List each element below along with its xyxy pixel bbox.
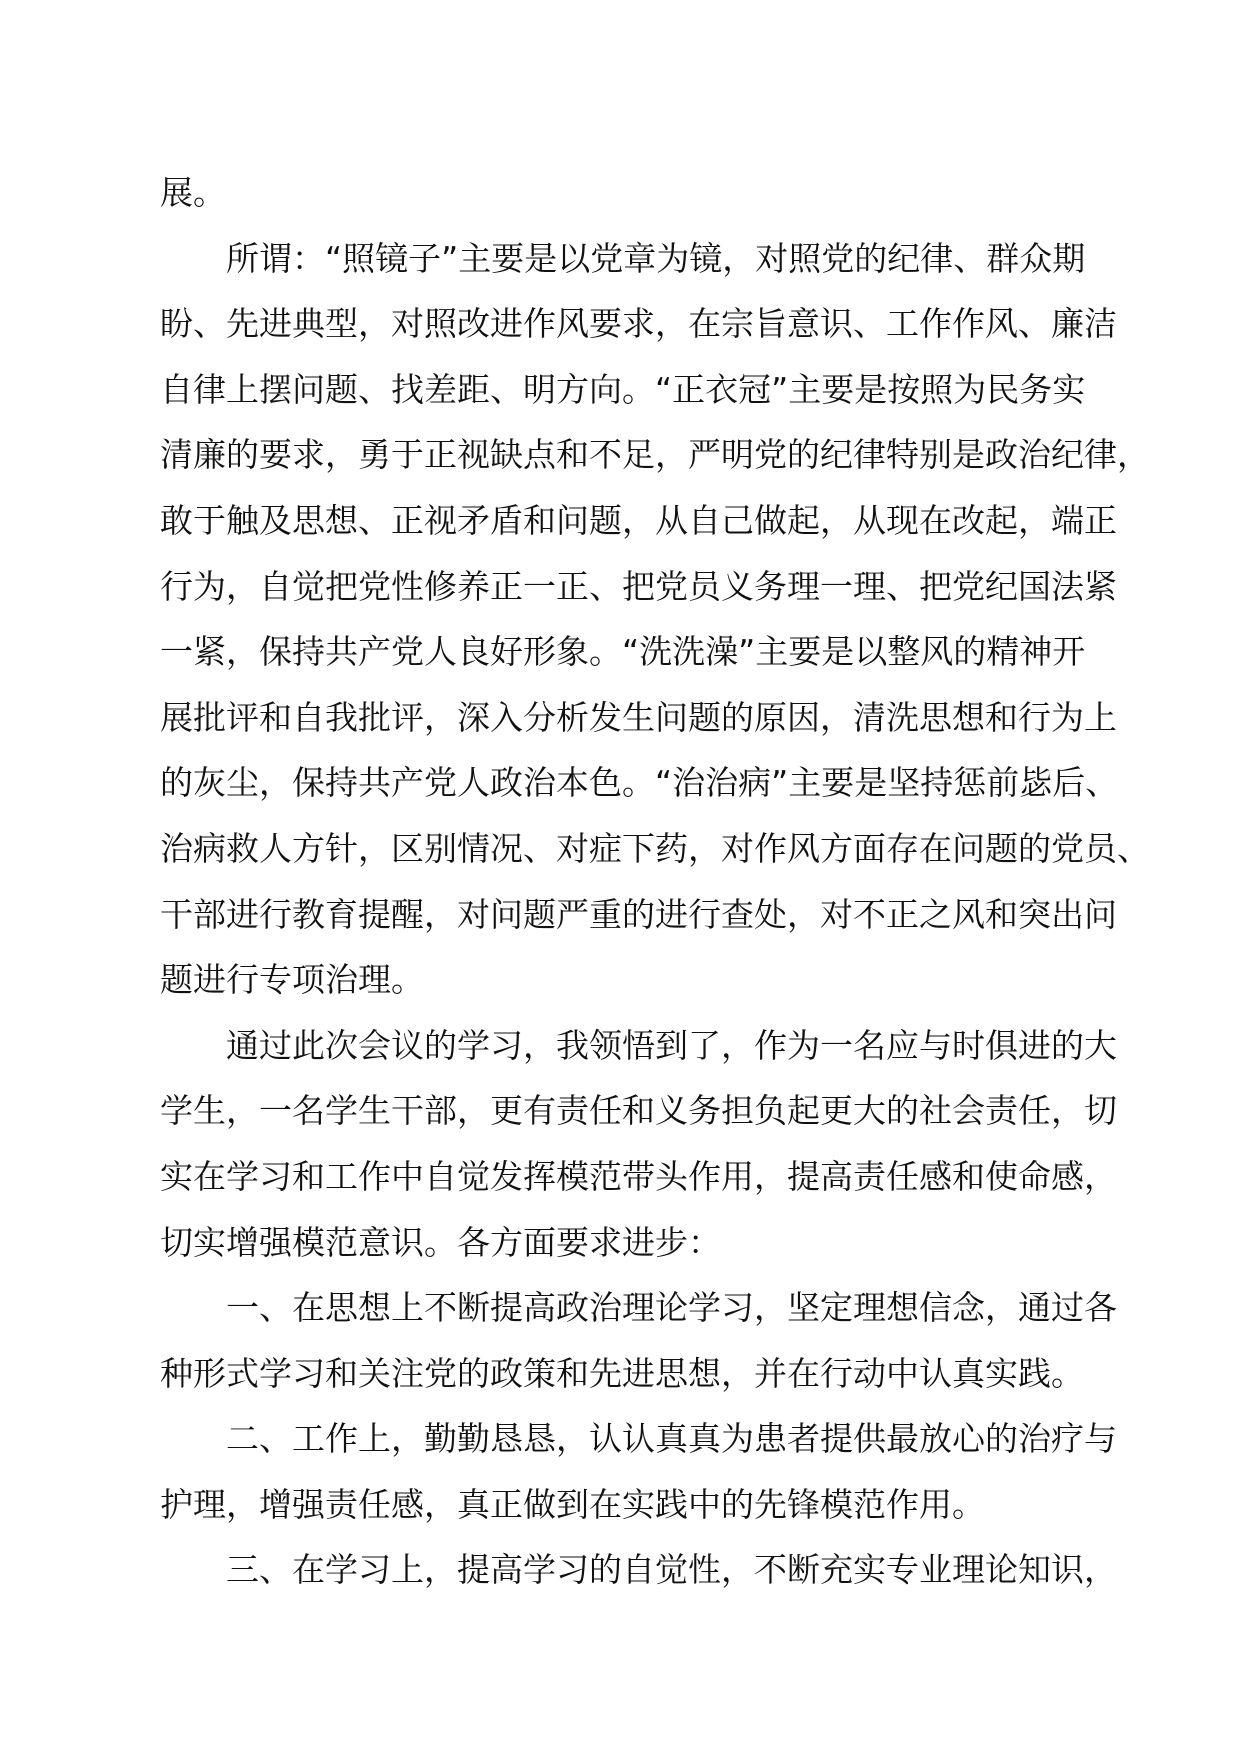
text-line: 清廉的要求，勇于正视缺点和不足，严明党的纪律特别是政治纪律， xyxy=(160,435,1150,475)
text-line: 切实增强模范意识。各方面要求进步： xyxy=(160,1222,721,1262)
text-line: 敢于触及思想、正视矛盾和问题，从自己做起，从现在改起，端正 xyxy=(160,500,1117,540)
text-line: 通过此次会议的学习，我领悟到了，作为一名应与时俱进的大 xyxy=(226,1025,1117,1065)
text-line: 题进行专项治理。 xyxy=(160,960,424,1000)
text-line: 种形式学习和关注党的政策和先进思想，并在行动中认真实践。 xyxy=(160,1353,1084,1393)
text-line: 展。 xyxy=(160,173,226,212)
text-line: 所谓：“照镜子”主要是以党章为镜，对照党的纪律、群众期 xyxy=(226,238,1086,278)
document-body xyxy=(160,160,1150,1603)
text-line: 盼、先进典型，对照改进作风要求，在宗旨意识、工作作风、廉洁 xyxy=(160,304,1117,344)
text-line: 自律上摆问题、找差距、明方向。“正衣冠”主要是按照为民务实 xyxy=(160,369,1086,409)
text-line: 干部进行教育提醒，对问题严重的进行查处，对不正之风和突出问 xyxy=(160,894,1117,934)
text-line: 实在学习和工作中自觉发挥模范带头作用，提高责任感和使命感， xyxy=(160,1156,1117,1196)
text-line: 学生，一名学生干部，更有责任和义务担负起更大的社会责任，切 xyxy=(160,1091,1117,1131)
text-line: 行为，自觉把党性修养正一正、把党员义务理一理、把党纪国法紧 xyxy=(160,566,1117,606)
text-line: 展批评和自我批评，深入分析发生问题的原因，清洗思想和行为上 xyxy=(160,697,1117,737)
text-line: 三、在学习上，提高学习的自觉性，不断充实专业理论知识， xyxy=(226,1550,1117,1590)
text-line: 护理，增强责任感，真正做到在实践中的先锋模范作用。 xyxy=(160,1484,985,1524)
text-line: 治病救人方针，区别情况、对症下药，对作风方面存在问题的党员、 xyxy=(160,828,1150,868)
text-line: 一、在思想上不断提高政治理论学习，坚定理想信念，通过各 xyxy=(226,1288,1117,1328)
text-line: 的灰尘，保持共产党人政治本色。“治治病”主要是坚持惩前毖后、 xyxy=(160,763,1119,803)
text-line: 二、工作上，勤勤恳恳，认认真真为患者提供最放心的治疗与 xyxy=(226,1419,1117,1459)
text-line: 一紧，保持共产党人良好形象。“洗洗澡”主要是以整风的精神开 xyxy=(160,632,1086,672)
